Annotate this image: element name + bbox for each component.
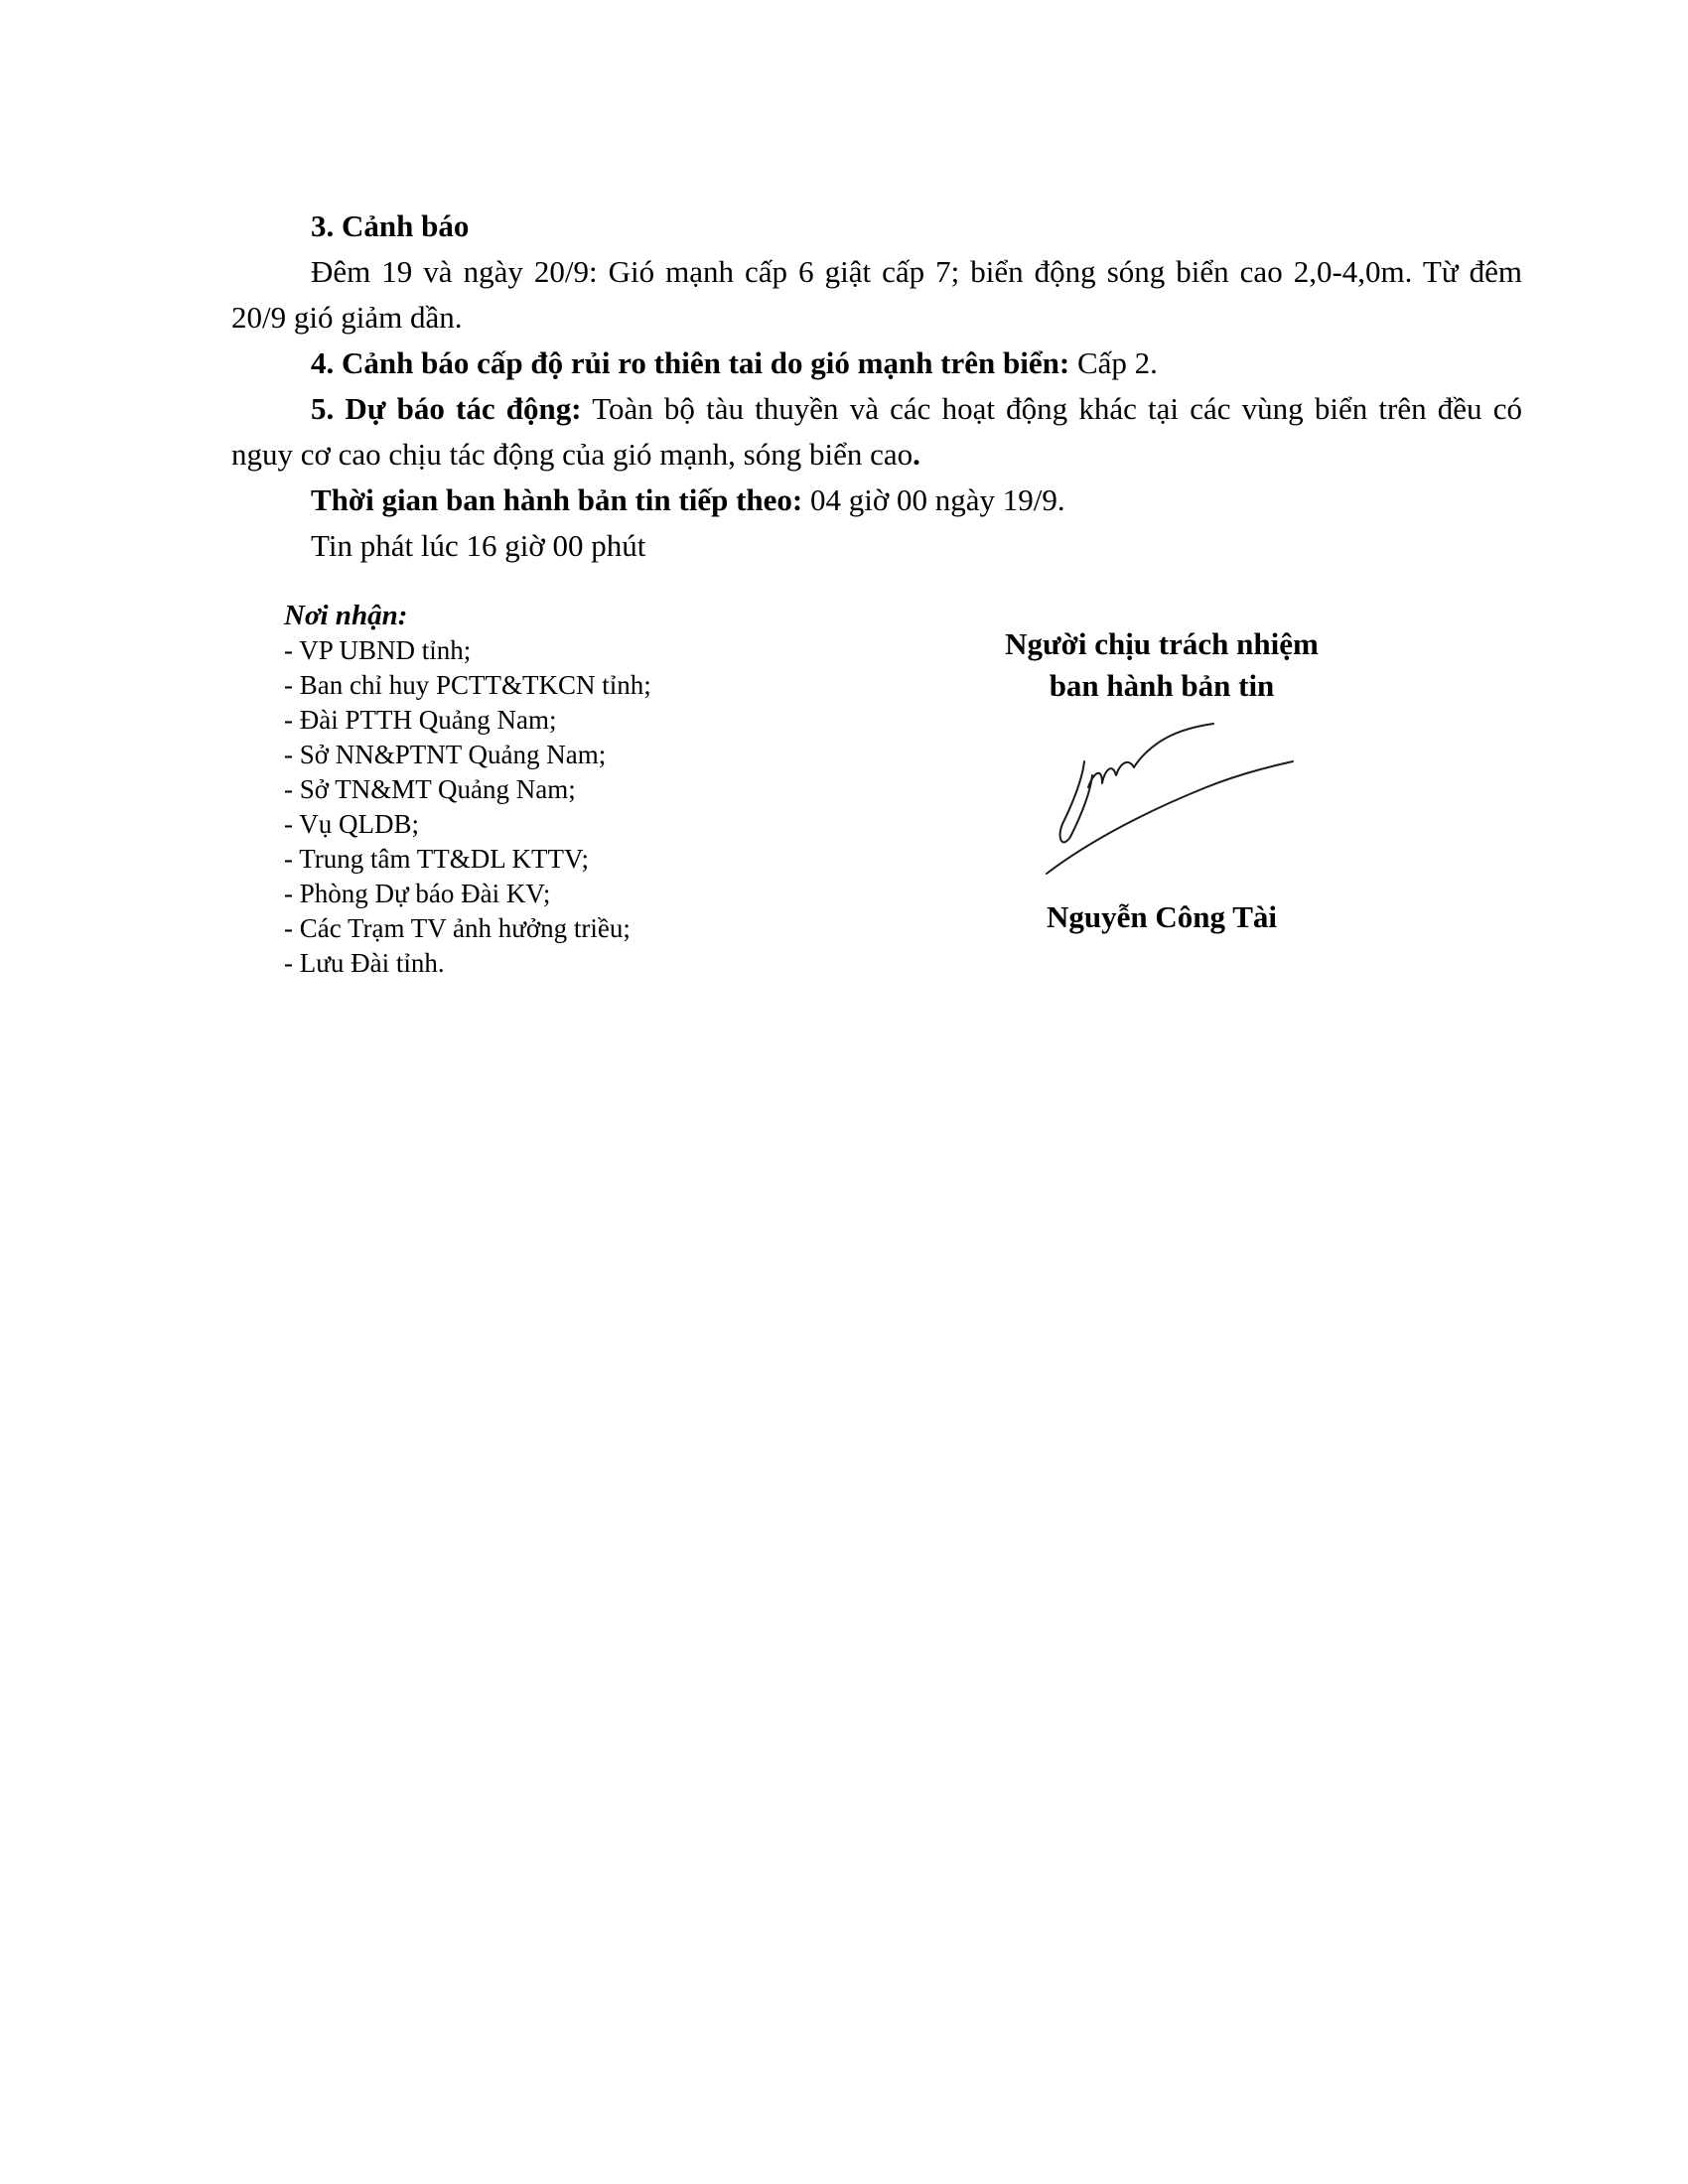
signer-title-line-2: ban hành bản tin (1049, 668, 1275, 703)
signer-title-line-1: Người chịu trách nhiệm (1005, 626, 1319, 661)
risk-level-label: 4. Cảnh báo cấp độ rủi ro thiên tai do gió mạnh trên biển: (311, 345, 1070, 380)
signer-title (923, 623, 1400, 707)
recipient-item: - Phòng Dự báo Đài KV; (284, 879, 551, 908)
recipient-item: - Các Trạm TV ảnh hưởng triều; (284, 913, 631, 943)
impact-text: Toàn bộ tàu thuyền và các hoạt động khác tại các vùng biển trên đều có nguy cơ cao chịu tác động của gió mạnh, sóng biển cao (231, 391, 1522, 472)
warning-text: Đêm 19 và ngày 20/9: Gió mạnh cấp 6 giật cấp 7; biển động sóng biển cao 2,0-4,0m. Từ đêm 20/9 gió giảm dần. (231, 254, 1522, 335)
next-issue-value: 04 giờ 00 ngày 19/9. (802, 482, 1065, 517)
bulletin-body (231, 204, 1522, 569)
warning-heading: 3. Cảnh báo (311, 208, 470, 243)
recipients-heading: Nơi nhận: (284, 600, 408, 631)
recipient-item: - Sở NN&PTNT Quảng Nam; (284, 740, 607, 769)
risk-level-paragraph (231, 341, 1522, 386)
next-issue-label: Thời gian ban hành bản tin tiếp theo: (311, 482, 803, 517)
next-issue-paragraph (231, 478, 1522, 523)
recipients-block (284, 598, 840, 981)
signer-name: Nguyễn Công Tài (1047, 899, 1277, 934)
recipient-item: - Sở TN&MT Quảng Nam; (284, 774, 576, 804)
impact-label: 5. Dự báo tác động: (311, 391, 582, 426)
issued-at: Tin phát lúc 16 giờ 00 phút (311, 528, 646, 563)
handwritten-signature (1033, 710, 1311, 888)
impact-period: . (913, 437, 920, 472)
recipients-list (284, 633, 840, 981)
recipient-item: - Đài PTTH Quảng Nam; (284, 705, 557, 735)
risk-level-value: Cấp 2. (1069, 345, 1158, 380)
recipient-item: - Vụ QLDB; (284, 809, 420, 839)
recipient-item: - Lưu Đài tỉnh. (284, 948, 445, 978)
recipient-item: - Trung tâm TT&DL KTTV; (284, 844, 589, 874)
recipient-item: - VP UBND tỉnh; (284, 635, 472, 665)
recipient-item: - Ban chỉ huy PCTT&TKCN tỉnh; (284, 670, 651, 700)
impact-paragraph (231, 386, 1522, 478)
